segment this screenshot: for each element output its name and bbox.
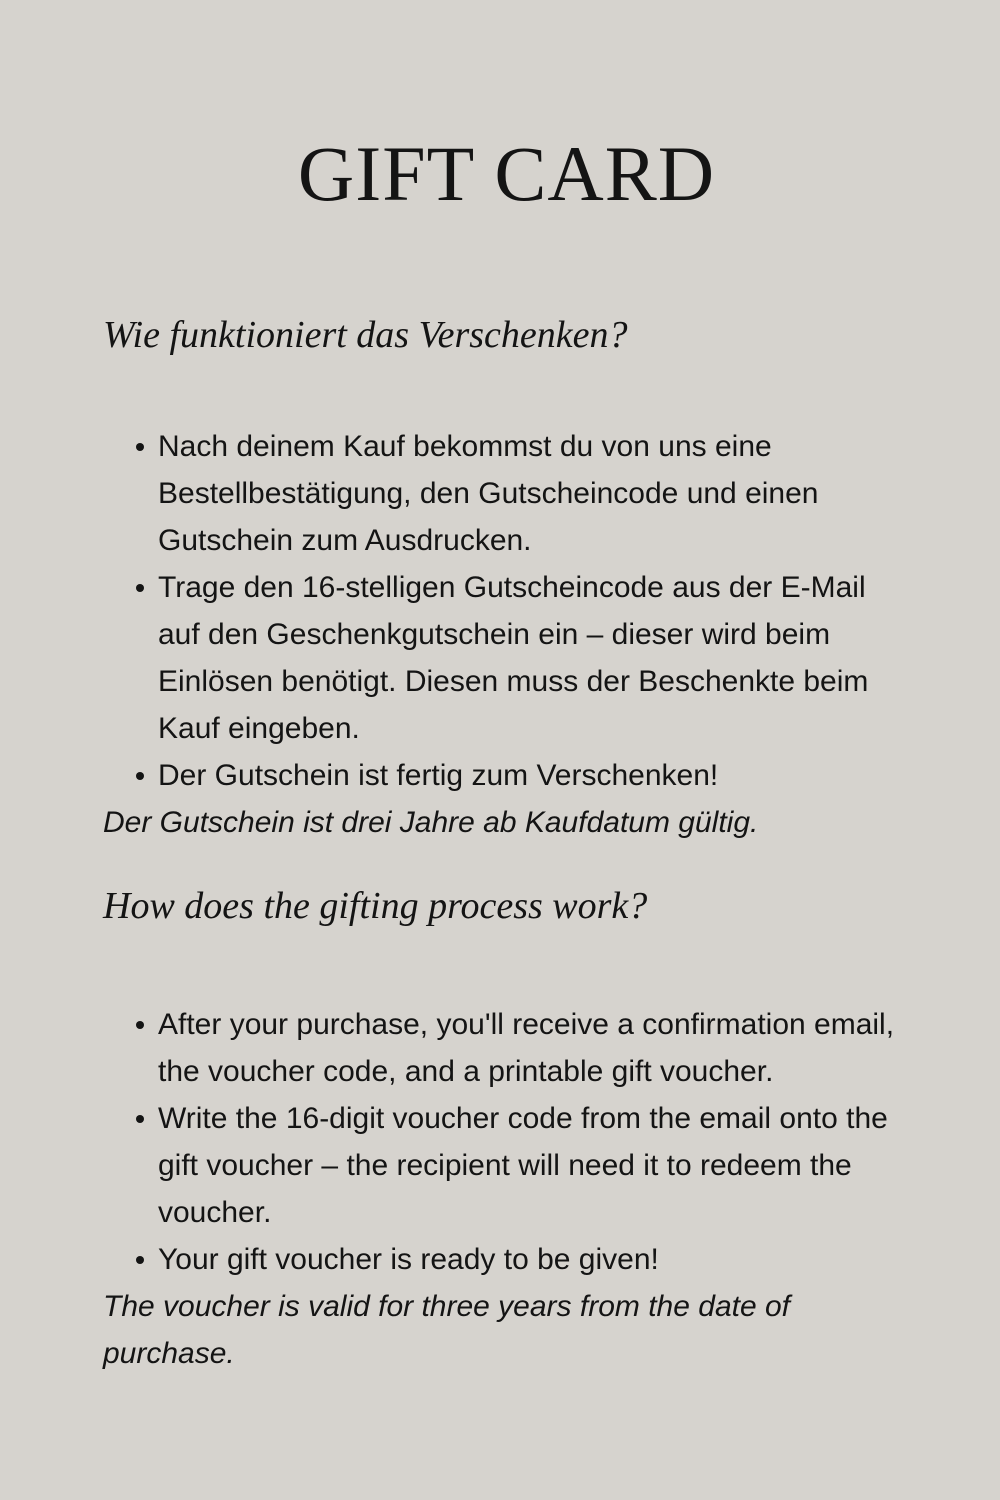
list-item: Nach deinem Kauf bekommst du von uns eine Bestellbestätigung, den Gutscheincode und einen Gutschein zum Ausdrucken.: [158, 423, 910, 564]
page-title: GIFT CARD: [297, 130, 716, 217]
list-item: Your gift voucher is ready to be given!: [158, 1236, 910, 1283]
list-item: Trage den 16-stelligen Gutscheincode aus der E-Mail auf den Geschenkgutschein ein – dieser wird beim Einlösen benötigt. Diesen muss der Beschenkte beim Kauf eingeben.: [158, 564, 910, 752]
list-item: Der Gutschein ist fertig zum Verschenken!: [158, 752, 910, 799]
bullet-list-english: [103, 1001, 910, 1283]
validity-note-german: Der Gutschein ist drei Jahre ab Kaufdatum gültig.: [103, 805, 759, 839]
section-german: [103, 313, 910, 846]
bullet-list-german: [103, 423, 910, 799]
section-english: [103, 884, 910, 1378]
list-item: After your purchase, you'll receive a confirmation email, the voucher code, and a printable gift voucher.: [158, 1001, 910, 1095]
section-heading-german: Wie funktioniert das Verschenken?: [103, 314, 628, 356]
list-item: Write the 16-digit voucher code from the email onto the gift voucher – the recipient will need it to redeem the voucher.: [158, 1095, 910, 1236]
section-heading-english: How does the gifting process work?: [103, 884, 648, 927]
validity-note-english: The voucher is valid for three years from the date of purchase.: [103, 1290, 790, 1371]
